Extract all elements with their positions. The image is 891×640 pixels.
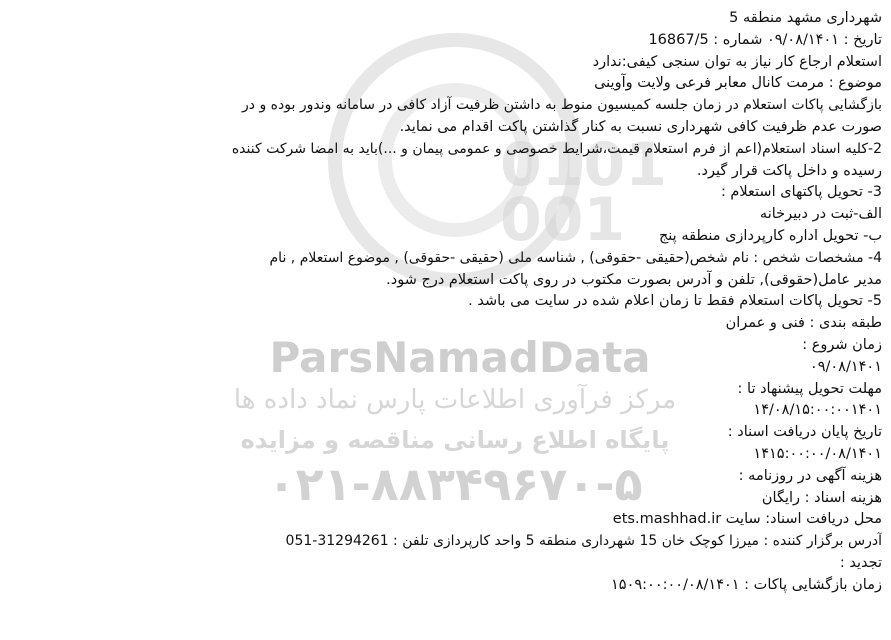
- documents-location-label: محل دریافت اسناد: سایت: [721, 511, 882, 528]
- announcement-document: [10, 8, 882, 597]
- clause-5: 5- تحویل پاکات استعلام فقط تا زمان اعلام شده در سایت می باشد .: [468, 293, 882, 310]
- svg-text:0101: 0101: [500, 130, 667, 200]
- documents-site-link[interactable]: ets.mashhad.ir: [612, 511, 722, 528]
- watermark-line-1: مرکز فرآوری اطلاعات پارس نماد داده ها: [233, 385, 677, 415]
- municipality-header: شهرداری مشهد منطقه 5: [729, 10, 882, 26]
- watermark-brand: ParsNamadData: [269, 333, 651, 382]
- watermark-line-2: پایگاه اطلاع رسانی مناقصه و مزایده: [240, 426, 670, 454]
- proposal-deadline-value: ۱۴/۰۸/۱۵:۰۰:۰۰۱۴۰۱: [753, 402, 882, 419]
- clause-2-line-1: 2-کلیه اسناد استعلام(اعم از فرم استعلام قیمت،شرایط خصوصی و عمومی پیمان و ...)باید به امضا شرکت کننده: [231, 140, 882, 157]
- clause-1-line-2: صورت عدم ظرفیت کافی شهرداری نسبت به کنار گذاشتن پاکت اقدام می نماید.: [399, 118, 882, 135]
- documents-end-label: تاریخ پایان دریافت اسناد :: [727, 424, 882, 441]
- clause-3-item-a: الف-ثبت در دبیرخانه: [759, 206, 882, 223]
- organizer-address: آدرس برگزار کننده : میرزا کوچک خان 15 شهرداری منطقه 5 واحد کارپردازی تلفن : 31294261-051: [285, 533, 882, 550]
- opening-time: زمان بازگشایی پاکات : ۱۵۰۹:۰۰:۰۰/۰۸/۱۴۰۱: [611, 576, 882, 593]
- clause-2-line-2: رسیده و داخل پاکت قرار گیرد.: [696, 162, 882, 179]
- documents-end-value: ۱۴۱۵:۰۰:۰۰/۰۸/۱۴۰۱: [753, 445, 882, 462]
- proposal-deadline-label: مهلت تحویل پیشنهاد تا :: [737, 380, 882, 397]
- newspaper-fee: هزینه آگهی در روزنامه :: [738, 467, 882, 484]
- clause-3-item-b: ب- تحویل اداره کارپردازی منطقه پنج: [658, 227, 882, 244]
- documents-fee: هزینه اسناد : رایگان: [761, 489, 882, 506]
- category: طبقه بندی : فنی و عمران: [725, 315, 882, 332]
- clause-1-line-1: بازگشایی پاکات استعلام در زمان جلسه کمیسیون منوط به داشتن ظرفیت آزاد کافی در سامانه وندور بوده و در: [242, 97, 882, 114]
- start-time-value: ۰۹/۰۸/۱۴۰۱: [809, 358, 882, 375]
- clause-4-line-1: 4- مشخصات شخص : نام شخص(حقیقی -حقوقی) , شناسه ملی (حقیقی -حقوقی) , موضوع استعلام , نام: [269, 249, 882, 266]
- documents-location: [10, 509, 882, 531]
- date-and-number: تاریخ : ۰۹/۰۸/۱۴۰۱ شماره : 16867/5: [648, 31, 882, 48]
- svg-text:001: 001: [500, 185, 626, 255]
- clause-3-heading: 3- تحویل پاکتهای استعلام :: [720, 184, 882, 201]
- renewal: تجدید :: [839, 554, 882, 571]
- clause-4-line-2: مدیر عامل(حقوقی), تلفن و آدرس بصورت مکتوب در روی پاکت استعلام درج شود.: [386, 271, 882, 288]
- subject-line: موضوع : مرمت کانال معابر فرعی ولایت وآوینی: [594, 75, 882, 92]
- inquiry-qualification: استعلام ارجاع کار نیاز به توان سنجی کیفی:ندارد: [592, 53, 882, 70]
- start-time-label: زمان شروع :: [802, 336, 882, 353]
- watermark-phone: ۰۲۱-۸۸۳۴۹۶۷۰-۵: [267, 457, 643, 511]
